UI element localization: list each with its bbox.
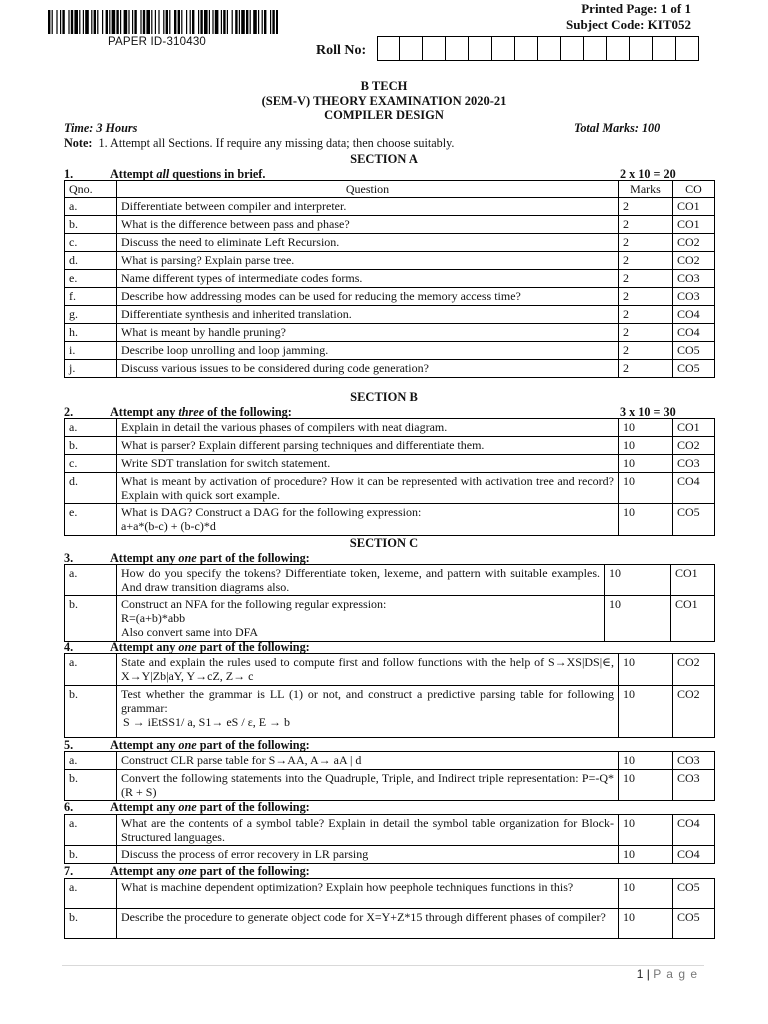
- barcode-bar: [215, 10, 219, 34]
- table-row: [65, 288, 715, 306]
- table-row: [65, 360, 715, 378]
- header-marks: Marks: [619, 181, 673, 198]
- barcode-bar: [181, 10, 182, 34]
- exam-title: (SEM-V) THEORY EXAMINATION 2020-21: [261, 94, 507, 108]
- question-id: g.: [65, 306, 117, 324]
- question-marks: 10: [619, 909, 673, 939]
- table-row: [65, 654, 715, 686]
- question-id: a.: [65, 419, 117, 437]
- table-row: [65, 815, 715, 846]
- barcode-bar: [258, 10, 259, 34]
- question-marks: 10: [619, 770, 673, 801]
- subject-code: Subject Code: KIT052: [566, 17, 691, 32]
- barcode-bar: [192, 10, 194, 34]
- header-qno: Qno.: [65, 181, 117, 198]
- page-word: P a g e: [653, 967, 698, 981]
- barcode-bar: [221, 10, 222, 34]
- question-subline: a+a*(b-c) + (b-c)*d: [121, 519, 216, 533]
- barcode-bar: [250, 10, 251, 34]
- q2-number: 2.: [64, 405, 74, 419]
- question-text: Differentiate between compiler and interpreter.: [117, 198, 619, 216]
- page-number: 1: [636, 967, 644, 981]
- question-id: b.: [65, 770, 117, 801]
- question-text: Convert the following statements into the Quadruple, Triple, and Indirect triple representation: P=-Q*(R + S): [117, 770, 619, 801]
- barcode-bar: [134, 10, 136, 34]
- barcode-bar: [253, 10, 257, 34]
- table-row: [65, 306, 715, 324]
- question-marks: 10: [619, 455, 673, 473]
- question-co: CO3: [673, 455, 715, 473]
- q4-instruction: Attempt any one part of the following:: [110, 640, 310, 654]
- question-id: a.: [65, 752, 117, 770]
- table-row: [65, 324, 715, 342]
- question-marks: 10: [619, 419, 673, 437]
- question-marks: 10: [619, 437, 673, 455]
- question-id: h.: [65, 324, 117, 342]
- question-text: What is meant by activation of procedure? How it can be represented with activation tree and record? Explain with quick sort example.: [117, 473, 619, 504]
- roll-no-box[interactable]: [561, 36, 584, 61]
- table-row: [65, 846, 715, 864]
- q2-table: [64, 418, 715, 536]
- barcode-bar: [239, 10, 240, 34]
- barcode-bar: [116, 10, 118, 34]
- barcode-bar: [264, 10, 266, 34]
- question-id: a.: [65, 879, 117, 909]
- barcode-bar: [74, 10, 78, 34]
- table-row: [65, 879, 715, 909]
- q5-number: 5.: [64, 738, 74, 752]
- question-id: b.: [65, 686, 117, 738]
- roll-no-box[interactable]: [538, 36, 561, 61]
- total-marks-label: Total Marks: 100: [574, 121, 661, 135]
- question-co: CO4: [673, 473, 715, 504]
- q4-heading: [64, 640, 714, 654]
- barcode-bar: [124, 10, 128, 34]
- barcode-bar: [83, 10, 84, 34]
- q1-number: 1.: [64, 167, 74, 181]
- barcode-bar: [62, 10, 64, 34]
- barcode-bar: [227, 10, 228, 34]
- barcode-bar: [94, 10, 96, 34]
- barcode-bar: [178, 10, 180, 34]
- header-question: Question: [117, 181, 619, 198]
- table-row: [65, 504, 715, 536]
- barcode-bar: [52, 10, 53, 34]
- barcode-bar: [276, 10, 278, 34]
- question-id: a.: [65, 815, 117, 846]
- table-row: [65, 437, 715, 455]
- question-text: What is DAG? Construct a DAG for the following expression: a+a*(b-c) + (b-c)*d: [117, 504, 619, 536]
- question-co: CO5: [673, 342, 715, 360]
- roll-no-box[interactable]: [492, 36, 515, 61]
- barcode-bar: [120, 10, 121, 34]
- q3-number: 3.: [64, 551, 74, 565]
- question-id: e.: [65, 504, 117, 536]
- q1-heading: [64, 167, 714, 181]
- question-marks: 2: [619, 342, 673, 360]
- question-text: Discuss the need to eliminate Left Recursion.: [117, 234, 619, 252]
- question-id: a.: [65, 198, 117, 216]
- q5-heading: [64, 738, 714, 752]
- question-id: b.: [65, 596, 117, 642]
- section-a-heading: SECTION A: [350, 152, 418, 166]
- question-co: CO3: [673, 752, 715, 770]
- question-id: d.: [65, 252, 117, 270]
- table-row: [65, 234, 715, 252]
- table-row: [65, 596, 715, 642]
- table-row: [65, 565, 715, 596]
- q1-marks: 2 x 10 = 20: [620, 167, 676, 181]
- question-marks: 10: [619, 473, 673, 504]
- question-text: What is parsing? Explain parse tree.: [117, 252, 619, 270]
- q2-marks: 3 x 10 = 30: [620, 405, 676, 419]
- roll-no-box[interactable]: [423, 36, 446, 61]
- time-label: Time: 3 Hours: [64, 121, 138, 135]
- header-co: CO: [673, 181, 715, 198]
- question-id: a.: [65, 654, 117, 686]
- question-marks: 10: [619, 654, 673, 686]
- paper-id: PAPER ID-310430: [108, 36, 207, 48]
- note: [64, 136, 454, 151]
- question-subline: Also convert same into DFA: [121, 625, 259, 639]
- barcode-bar: [272, 10, 274, 34]
- question-co: CO2: [673, 234, 715, 252]
- question-text: What is meant by handle pruning?: [117, 324, 619, 342]
- barcode-bar: [140, 10, 141, 34]
- degree-title: B TECH: [360, 79, 408, 93]
- question-co: CO5: [673, 909, 715, 939]
- table-row: [65, 752, 715, 770]
- question-marks: 10: [619, 846, 673, 864]
- roll-no-box[interactable]: [630, 36, 653, 61]
- roll-no-box[interactable]: [584, 36, 607, 61]
- roll-no-box[interactable]: [607, 36, 630, 61]
- question-text: Describe the procedure to generate object code for X=Y+Z*15 through different phases of compiler?: [117, 909, 619, 939]
- q4-table: [64, 653, 715, 738]
- barcode-bar: [241, 10, 245, 34]
- page-footer: 1 | P a g e: [636, 967, 698, 981]
- question-text: Construct CLR parse table for S→AA, A→ aA | d: [117, 752, 619, 770]
- barcode-bar: [163, 10, 164, 34]
- q4-number: 4.: [64, 640, 74, 654]
- table-row: [65, 198, 715, 216]
- roll-no-box[interactable]: [653, 36, 676, 61]
- question-text: Name different types of intermediate codes forms.: [117, 270, 619, 288]
- q6-heading: [64, 800, 714, 814]
- barcode-bar: [212, 10, 213, 34]
- barcode-bar: [262, 10, 263, 34]
- table-row: [65, 909, 715, 939]
- question-co: CO1: [673, 198, 715, 216]
- subject-title: COMPILER DESIGN: [324, 108, 444, 122]
- q3-table: [64, 564, 715, 642]
- question-marks: 2: [619, 252, 673, 270]
- q7-table: [64, 878, 715, 939]
- question-id: i.: [65, 342, 117, 360]
- question-marks: 10: [619, 504, 673, 536]
- question-marks: 2: [619, 270, 673, 288]
- q1-instruction: Attempt all questions in brief.: [110, 167, 266, 181]
- question-marks: 10: [605, 565, 671, 596]
- barcode-bar: [109, 10, 110, 34]
- section-c-heading: SECTION C: [349, 536, 419, 550]
- roll-no-box[interactable]: [469, 36, 492, 61]
- table-row: [65, 473, 715, 504]
- question-co: CO3: [673, 270, 715, 288]
- barcode-bar: [151, 10, 152, 34]
- question-co: CO5: [673, 360, 715, 378]
- q2-heading: [64, 405, 714, 419]
- question-text: Describe how addressing modes can be used for reducing the memory access time?: [117, 288, 619, 306]
- barcode-bar: [270, 10, 271, 34]
- question-id: e.: [65, 270, 117, 288]
- printed-page: Printed Page: 1 of 1: [581, 1, 691, 16]
- note-label: Note:: [64, 136, 93, 150]
- barcode-bar: [155, 10, 156, 34]
- question-co: CO3: [673, 288, 715, 306]
- barcode-bar: [97, 10, 98, 34]
- barcode-bar: [56, 10, 57, 34]
- note-text: 1. Attempt all Sections. If require any missing data; then choose suitably.: [98, 136, 455, 150]
- question-marks: 2: [619, 198, 673, 216]
- question-co: CO4: [673, 846, 715, 864]
- question-marks: 2: [619, 288, 673, 306]
- question-id: d.: [65, 473, 117, 504]
- barcode-bar: [146, 10, 150, 34]
- question-co: CO4: [673, 815, 715, 846]
- barcode-bar: [204, 10, 208, 34]
- q3-heading: [64, 551, 714, 565]
- question-marks: 2: [619, 306, 673, 324]
- question-marks: 10: [619, 686, 673, 738]
- roll-no-boxes[interactable]: [377, 36, 699, 61]
- question-id: j.: [65, 360, 117, 378]
- roll-no-box[interactable]: [377, 36, 400, 61]
- question-co: CO1: [671, 565, 715, 596]
- table-row: [65, 252, 715, 270]
- q5-table: [64, 751, 715, 801]
- table-row: [65, 455, 715, 473]
- barcode-bar: [143, 10, 145, 34]
- question-marks: 10: [619, 879, 673, 909]
- question-marks: 2: [619, 234, 673, 252]
- table-row: [65, 419, 715, 437]
- barcode-bar: [209, 10, 210, 34]
- barcode-bar: [166, 10, 168, 34]
- question-text: Construct an NFA for the following regular expression: R=(a+b)*abb Also convert same into DFA: [117, 596, 605, 642]
- barcode-bar: [91, 10, 92, 34]
- barcode-bar: [106, 10, 108, 34]
- question-text: What are the contents of a symbol table? Explain in detail the symbol table organization for Block-Structured languages.: [117, 815, 619, 846]
- question-co: CO4: [673, 306, 715, 324]
- barcode-bar: [132, 10, 133, 34]
- roll-no-label: Roll No:: [316, 43, 367, 58]
- barcode: [48, 10, 278, 34]
- q1-table: [64, 180, 715, 378]
- question-co: CO1: [673, 216, 715, 234]
- question-text: What is machine dependent optimization? Explain how peephole techniques functions in this?: [117, 879, 619, 909]
- question-text: Describe loop unrolling and loop jamming.: [117, 342, 619, 360]
- table-row: [65, 686, 715, 738]
- question-text: Discuss the process of error recovery in LR parsing: [117, 846, 619, 864]
- question-text: Test whether the grammar is LL (1) or not, and construct a predictive parsing table for following grammar: S → iEtSS1/ a, S1→ eS / ε, E → b: [117, 686, 619, 738]
- q7-instruction: Attempt any one part of the following:: [110, 864, 310, 878]
- question-text: Write SDT translation for switch statement.: [117, 455, 619, 473]
- roll-no-box[interactable]: [400, 36, 423, 61]
- barcode-bar: [112, 10, 116, 34]
- barcode-bar: [235, 10, 237, 34]
- question-co: CO2: [673, 686, 715, 738]
- barcode-bar: [232, 10, 233, 34]
- table-row: [65, 342, 715, 360]
- question-marks: 2: [619, 216, 673, 234]
- barcode-bar: [223, 10, 225, 34]
- question-marks: 2: [619, 324, 673, 342]
- barcode-bar: [169, 10, 170, 34]
- question-co: CO2: [673, 252, 715, 270]
- question-id: b.: [65, 846, 117, 864]
- q7-number: 7.: [64, 864, 74, 878]
- q6-instruction: Attempt any one part of the following:: [110, 800, 310, 814]
- barcode-bar: [68, 10, 69, 34]
- table-header-row: [65, 181, 715, 198]
- roll-no-box[interactable]: [446, 36, 469, 61]
- barcode-bar: [102, 10, 103, 34]
- question-text: How do you specify the tokens? Differentiate token, lexeme, and pattern with suitable examples. And draw transition diagrams also.: [117, 565, 605, 596]
- question-co: CO2: [673, 437, 715, 455]
- section-b-heading: SECTION B: [350, 390, 418, 404]
- question-id: b.: [65, 437, 117, 455]
- barcode-bar: [79, 10, 80, 34]
- roll-no-box[interactable]: [676, 36, 699, 61]
- question-id: a.: [65, 565, 117, 596]
- barcode-bar: [60, 10, 61, 34]
- barcode-bar: [48, 10, 50, 34]
- table-row: [65, 770, 715, 801]
- question-text: Discuss various issues to be considered during code generation?: [117, 360, 619, 378]
- table-row: [65, 270, 715, 288]
- question-id: c.: [65, 234, 117, 252]
- question-co: CO4: [673, 324, 715, 342]
- footer-divider: [62, 965, 704, 966]
- question-co: CO1: [673, 419, 715, 437]
- question-id: c.: [65, 455, 117, 473]
- question-text: Differentiate synthesis and inherited translation.: [117, 306, 619, 324]
- barcode-bar: [198, 10, 199, 34]
- barcode-bar: [158, 10, 159, 34]
- question-marks: 2: [619, 360, 673, 378]
- question-text: Explain in detail the various phases of compilers with neat diagram.: [117, 419, 619, 437]
- question-marks: 10: [605, 596, 671, 642]
- question-co: CO1: [671, 596, 715, 642]
- question-id: f.: [65, 288, 117, 306]
- q5-instruction: Attempt any one part of the following:: [110, 738, 310, 752]
- barcode-bar: [71, 10, 73, 34]
- q6-table: [64, 814, 715, 864]
- question-text: What is the difference between pass and phase?: [117, 216, 619, 234]
- question-co: CO2: [673, 654, 715, 686]
- question-id: b.: [65, 909, 117, 939]
- question-co: CO3: [673, 770, 715, 801]
- question-subline: R=(a+b)*abb: [121, 611, 186, 625]
- barcode-bar: [128, 10, 129, 34]
- q3-instruction: Attempt any one part of the following:: [110, 551, 310, 565]
- q7-heading: [64, 864, 714, 878]
- table-row: [65, 216, 715, 234]
- barcode-bar: [200, 10, 202, 34]
- barcode-bar: [246, 10, 248, 34]
- question-marks: 10: [619, 752, 673, 770]
- roll-no-box[interactable]: [515, 36, 538, 61]
- question-text: State and explain the rules used to compute first and follow functions with the help of S→XS|DS|∈, X→Y|Zb|aY, Y→cZ, Z→ c: [117, 654, 619, 686]
- barcode-bar: [186, 10, 187, 34]
- question-subline: S → iEtSS1/ a, S1→ eS / ε, E → b: [123, 715, 291, 729]
- question-id: b.: [65, 216, 117, 234]
- question-co: CO5: [673, 504, 715, 536]
- question-co: CO5: [673, 879, 715, 909]
- question-text: What is parser? Explain different parsing techniques and differentiate them.: [117, 437, 619, 455]
- q2-instruction: Attempt any three of the following:: [110, 405, 292, 419]
- barcode-bar: [190, 10, 191, 34]
- q6-number: 6.: [64, 800, 74, 814]
- barcode-bar: [85, 10, 89, 34]
- question-marks: 10: [619, 815, 673, 846]
- barcode-bar: [174, 10, 176, 34]
